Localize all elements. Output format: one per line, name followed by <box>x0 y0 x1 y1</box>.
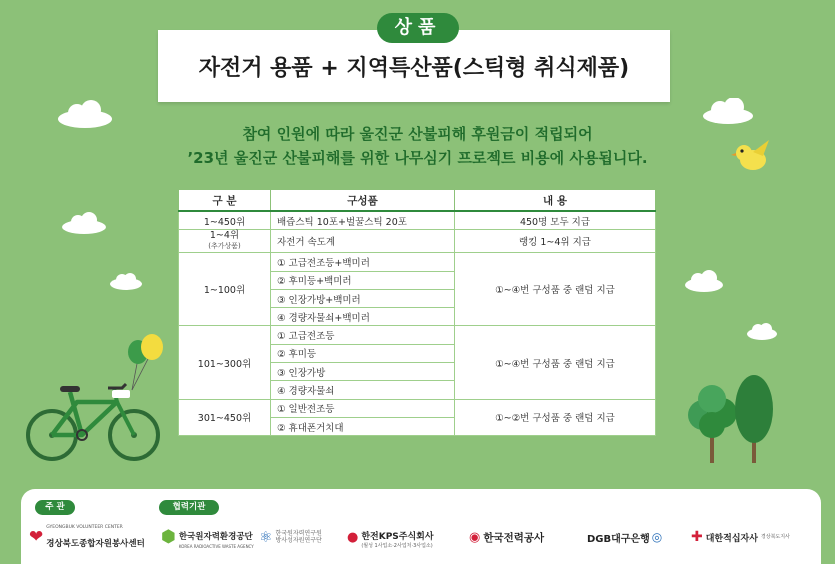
header-content: 내 용 <box>455 190 656 212</box>
rank-cell <box>179 230 271 253</box>
item-cell: ② 후미등 <box>271 344 455 362</box>
item-cell: ③ 인장가방 <box>271 363 455 381</box>
item-cell: ① 일반전조등 <box>271 399 455 417</box>
content-cell: 랭킹 1~4위 지급 <box>455 230 656 253</box>
content-cell: 450명 모두 지급 <box>455 211 656 230</box>
prize-badge: 상품 <box>377 13 459 43</box>
cloud-decoration <box>108 272 144 290</box>
cloud-decoration <box>745 322 779 340</box>
table-row <box>179 253 656 271</box>
content-cell: ①~④번 구성품 중 랜덤 지급 <box>455 326 656 399</box>
dgb-icon: ◎ <box>651 530 663 544</box>
item-cell: ② 후미등+백미러 <box>271 271 455 289</box>
header-items: 구성품 <box>271 190 455 212</box>
intro-line-2: ’23년 울진군 산불피해를 위한 나무심기 프로젝트 비용에 사용됩니다. <box>187 149 648 167</box>
prize-table-wrapper <box>178 189 655 459</box>
partner-logo-small: (월성 1사업소·2사업처·3사업소) <box>361 543 433 549</box>
partner-logo-redcross <box>691 523 790 551</box>
partner-label: 협력기관 <box>159 500 219 515</box>
cloud-decoration <box>700 98 756 124</box>
rank-cell: 1~100위 <box>179 253 271 326</box>
trees-illustration <box>686 375 786 467</box>
partner-logo-small: KOREA RADIOACTIVE WASTE AGENCY <box>178 544 254 549</box>
partner-logo-name: 한국원자력환경공단 <box>178 532 253 542</box>
partner-logo-name: 한국전력공사 <box>483 531 545 544</box>
sponsor-footer <box>21 489 821 564</box>
rank-cell: 1~450위 <box>179 211 271 230</box>
partner-logo-name: 한전KPS주식회사 <box>361 532 434 542</box>
kepco-icon: ◉ <box>469 529 481 545</box>
hexagon-icon: ⬢ <box>161 527 176 547</box>
item-cell: ④ 경량자물쇠+백미러 <box>271 308 455 326</box>
table-header-row <box>179 190 656 212</box>
prize-table <box>178 189 656 436</box>
item-cell: 자전거 속도계 <box>271 230 455 253</box>
atom-icon: ⚛ <box>259 528 273 546</box>
rank-text: 1~4위 <box>209 230 240 242</box>
page-title: 자전거 용품 + 지역특산품(스틱형 취식제품) <box>158 30 670 102</box>
item-cell: ① 고급전조등 <box>271 326 455 344</box>
partner-logo-krwa <box>161 523 254 551</box>
content-cell: ①~④번 구성품 중 랜덤 지급 <box>455 253 656 326</box>
item-cell: ④ 경량자물쇠 <box>271 381 455 399</box>
table-row <box>179 326 656 344</box>
table-row <box>179 211 656 230</box>
item-cell: 배즙스틱 10포+벌꿀스틱 20포 <box>271 211 455 230</box>
host-label: 주 관 <box>35 500 75 515</box>
partner-logo-kps <box>347 523 434 551</box>
header-rank: 구 분 <box>179 190 271 212</box>
host-logo <box>29 523 157 551</box>
kps-icon: ● <box>347 529 359 545</box>
item-cell: ② 휴대폰거치대 <box>271 417 455 435</box>
item-cell: ③ 인장가방+백미러 <box>271 289 455 307</box>
red-cross-icon: ✚ <box>691 529 703 545</box>
bicycle-illustration <box>22 330 172 465</box>
partner-logo-dgb <box>587 523 662 551</box>
partner-logo-name: 한국원자력연구원 <box>275 530 322 537</box>
partner-logo-name: DGB대구은행 <box>587 533 650 545</box>
partner-logo-kepco <box>469 523 544 551</box>
partner-logo-small: 경상북도지사 <box>760 533 790 540</box>
intro-text <box>150 122 685 170</box>
heart-icon: ❤ <box>29 527 44 547</box>
item-cell: ① 고급전조등+백미러 <box>271 253 455 271</box>
partner-logo-kaeri <box>259 523 322 551</box>
partner-logo-small: 방사성자원연구단 <box>275 537 322 544</box>
partner-logo-name: 대한적십자사 <box>705 533 758 544</box>
bird-illustration <box>731 138 775 174</box>
rank-note: (추가상품) <box>208 242 241 251</box>
cloud-decoration <box>683 270 725 292</box>
cloud-decoration <box>60 212 108 234</box>
host-logo-name: 경상북도종합자원봉사센터 <box>46 539 145 549</box>
intro-line-1: 참여 인원에 따라 울진군 산불피해 후원금이 적립되어 <box>242 125 593 143</box>
table-row <box>179 399 656 417</box>
content-cell: ①~②번 구성품 중 랜덤 지급 <box>455 399 656 436</box>
table-row <box>179 230 656 253</box>
cloud-decoration <box>55 100 115 128</box>
rank-cell: 101~300위 <box>179 326 271 399</box>
host-logo-small: GYEONGBUK VOLUNTEER CENTER <box>46 525 123 530</box>
rank-cell: 301~450위 <box>179 399 271 436</box>
